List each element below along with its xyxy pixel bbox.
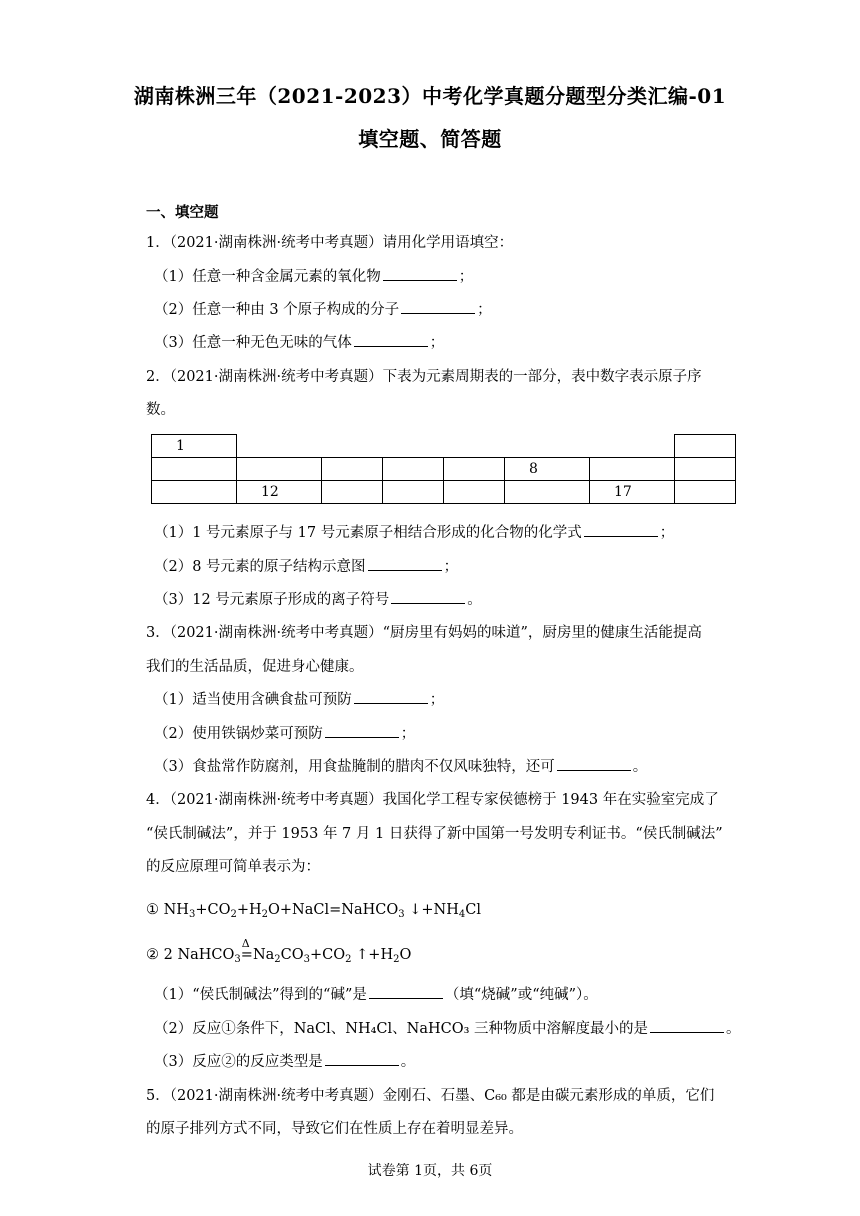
answer-blank[interactable]: [584, 523, 658, 537]
q5-stem-b: 的原子排列方式不同，导致它们在性质上存在着明显差异。: [146, 1121, 523, 1137]
answer-blank[interactable]: [368, 557, 442, 571]
q4-part2: （2）反应①条件下，NaCl、NH₄Cl、NaHCO₃ 三种物质中溶解度最小的是 。: [154, 1021, 741, 1037]
answer-blank[interactable]: [325, 1052, 399, 1066]
pt-cell: 17: [590, 481, 675, 504]
pt-cell: [383, 481, 444, 504]
q4-stem-a: 4．（2021·湖南株洲·统考中考真题）我国化学工程专家侯德榜于 1943 年在实验室完成了: [146, 792, 719, 808]
pt-cell: [322, 481, 383, 504]
q4-stem-b: “侯氏制碱法”，并于 1953 年 7 月 1 日获得了新中国第一号发明专利证书。“侯氏制碱法”: [146, 826, 723, 842]
pt-cell: [505, 481, 590, 504]
pt-cell: [152, 481, 237, 504]
answer-blank[interactable]: [354, 690, 428, 704]
q1-stem: 1．（2021·湖南株洲·统考中考真题）请用化学用语填空：: [146, 235, 514, 251]
page-title: 湖南株洲三年（2021-2023）中考化学真题分题型分类汇编-01: [133, 84, 727, 108]
reaction-equation-1: ① $NH_3+CO_2+H_2O+NaCl=NaHCO_3$ $↓+NH_4Cl$: [146, 902, 481, 920]
answer-blank[interactable]: [325, 724, 399, 738]
pt-cell: 12: [237, 481, 322, 504]
q4-stem-c: 的反应原理可简单表示为：: [146, 859, 320, 875]
pt-cell: [383, 458, 444, 481]
q2-part1: （1）1 号元素原子与 17 号元素原子相结合形成的化合物的化学式 ；: [154, 525, 675, 541]
pt-cell: [237, 458, 322, 481]
pt-cell: 1: [152, 435, 237, 458]
pt-cell: [322, 458, 383, 481]
q1-part3: （3）任意一种无色无味的气体 ；: [154, 335, 445, 351]
pt-cell: [675, 435, 736, 458]
pt-cell: [444, 481, 505, 504]
q2-stem-b: 数。: [146, 402, 175, 418]
pt-cell: [675, 458, 736, 481]
answer-blank[interactable]: [391, 590, 465, 604]
q5-stem-a: 5．（2021·湖南株洲·统考中考真题）金刚石、石墨、C₆₀ 都是由碳元素形成的单质，它们: [146, 1088, 715, 1104]
q2-part2: （2）8 号元素的原子结构示意图 ；: [154, 559, 459, 575]
page-subtitle: 填空题、简答题: [358, 127, 502, 151]
answer-blank[interactable]: [354, 333, 428, 347]
answer-blank[interactable]: [369, 985, 443, 999]
pt-cell: [590, 458, 675, 481]
answer-blank[interactable]: [557, 757, 631, 771]
q4-part1: （1）“侯氏制碱法”得到的“碱”是 （填“烧碱”或“纯碱”）。: [154, 987, 598, 1003]
q1-part1: （1）任意一种含金属元素的氧化物 ；: [154, 269, 474, 285]
pt-cell: [152, 458, 237, 481]
q3-stem-a: 3．（2021·湖南株洲·统考中考真题）“厨房里有妈妈的味道”，厨房里的健康生活能提高: [146, 625, 702, 641]
reaction-equation-2: ② 2 NaHCO$_3$ Δ $=Na_2CO_3+CO_2$ $↑+H_2O$: [146, 937, 412, 965]
q1-part2: （2）任意一种由 3 个原子构成的分子 ；: [154, 302, 492, 318]
pt-cell: 8: [505, 458, 590, 481]
pt-cell: [675, 481, 736, 504]
q3-stem-b: 我们的生活品质，促进身心健康。: [146, 659, 364, 675]
answer-blank[interactable]: [401, 300, 475, 314]
answer-blank[interactable]: [383, 267, 457, 281]
answer-blank[interactable]: [650, 1019, 724, 1033]
periodic-table-fragment: [151, 434, 736, 504]
q3-part3: （3）食盐常作防腐剂，用食盐腌制的腊肉不仅风味独特，还可 。: [154, 759, 648, 775]
q2-part3: （3）12 号元素原子形成的离子符号 。: [154, 592, 482, 608]
q4-part3: （3）反应②的反应类型是 。: [154, 1054, 416, 1070]
page-footer: 试卷第 1页，共 6页: [367, 1163, 493, 1179]
section-heading: 一、填空题: [146, 204, 219, 221]
q3-part1: （1）适当使用含碘食盐可预防 ；: [154, 692, 445, 708]
q2-stem-a: 2．（2021·湖南株洲·统考中考真题）下表为元素周期表的一部分，表中数字表示原子序: [146, 369, 702, 385]
pt-cell: [444, 458, 505, 481]
q3-part2: （2）使用铁锅炒菜可预防 ；: [154, 726, 416, 742]
